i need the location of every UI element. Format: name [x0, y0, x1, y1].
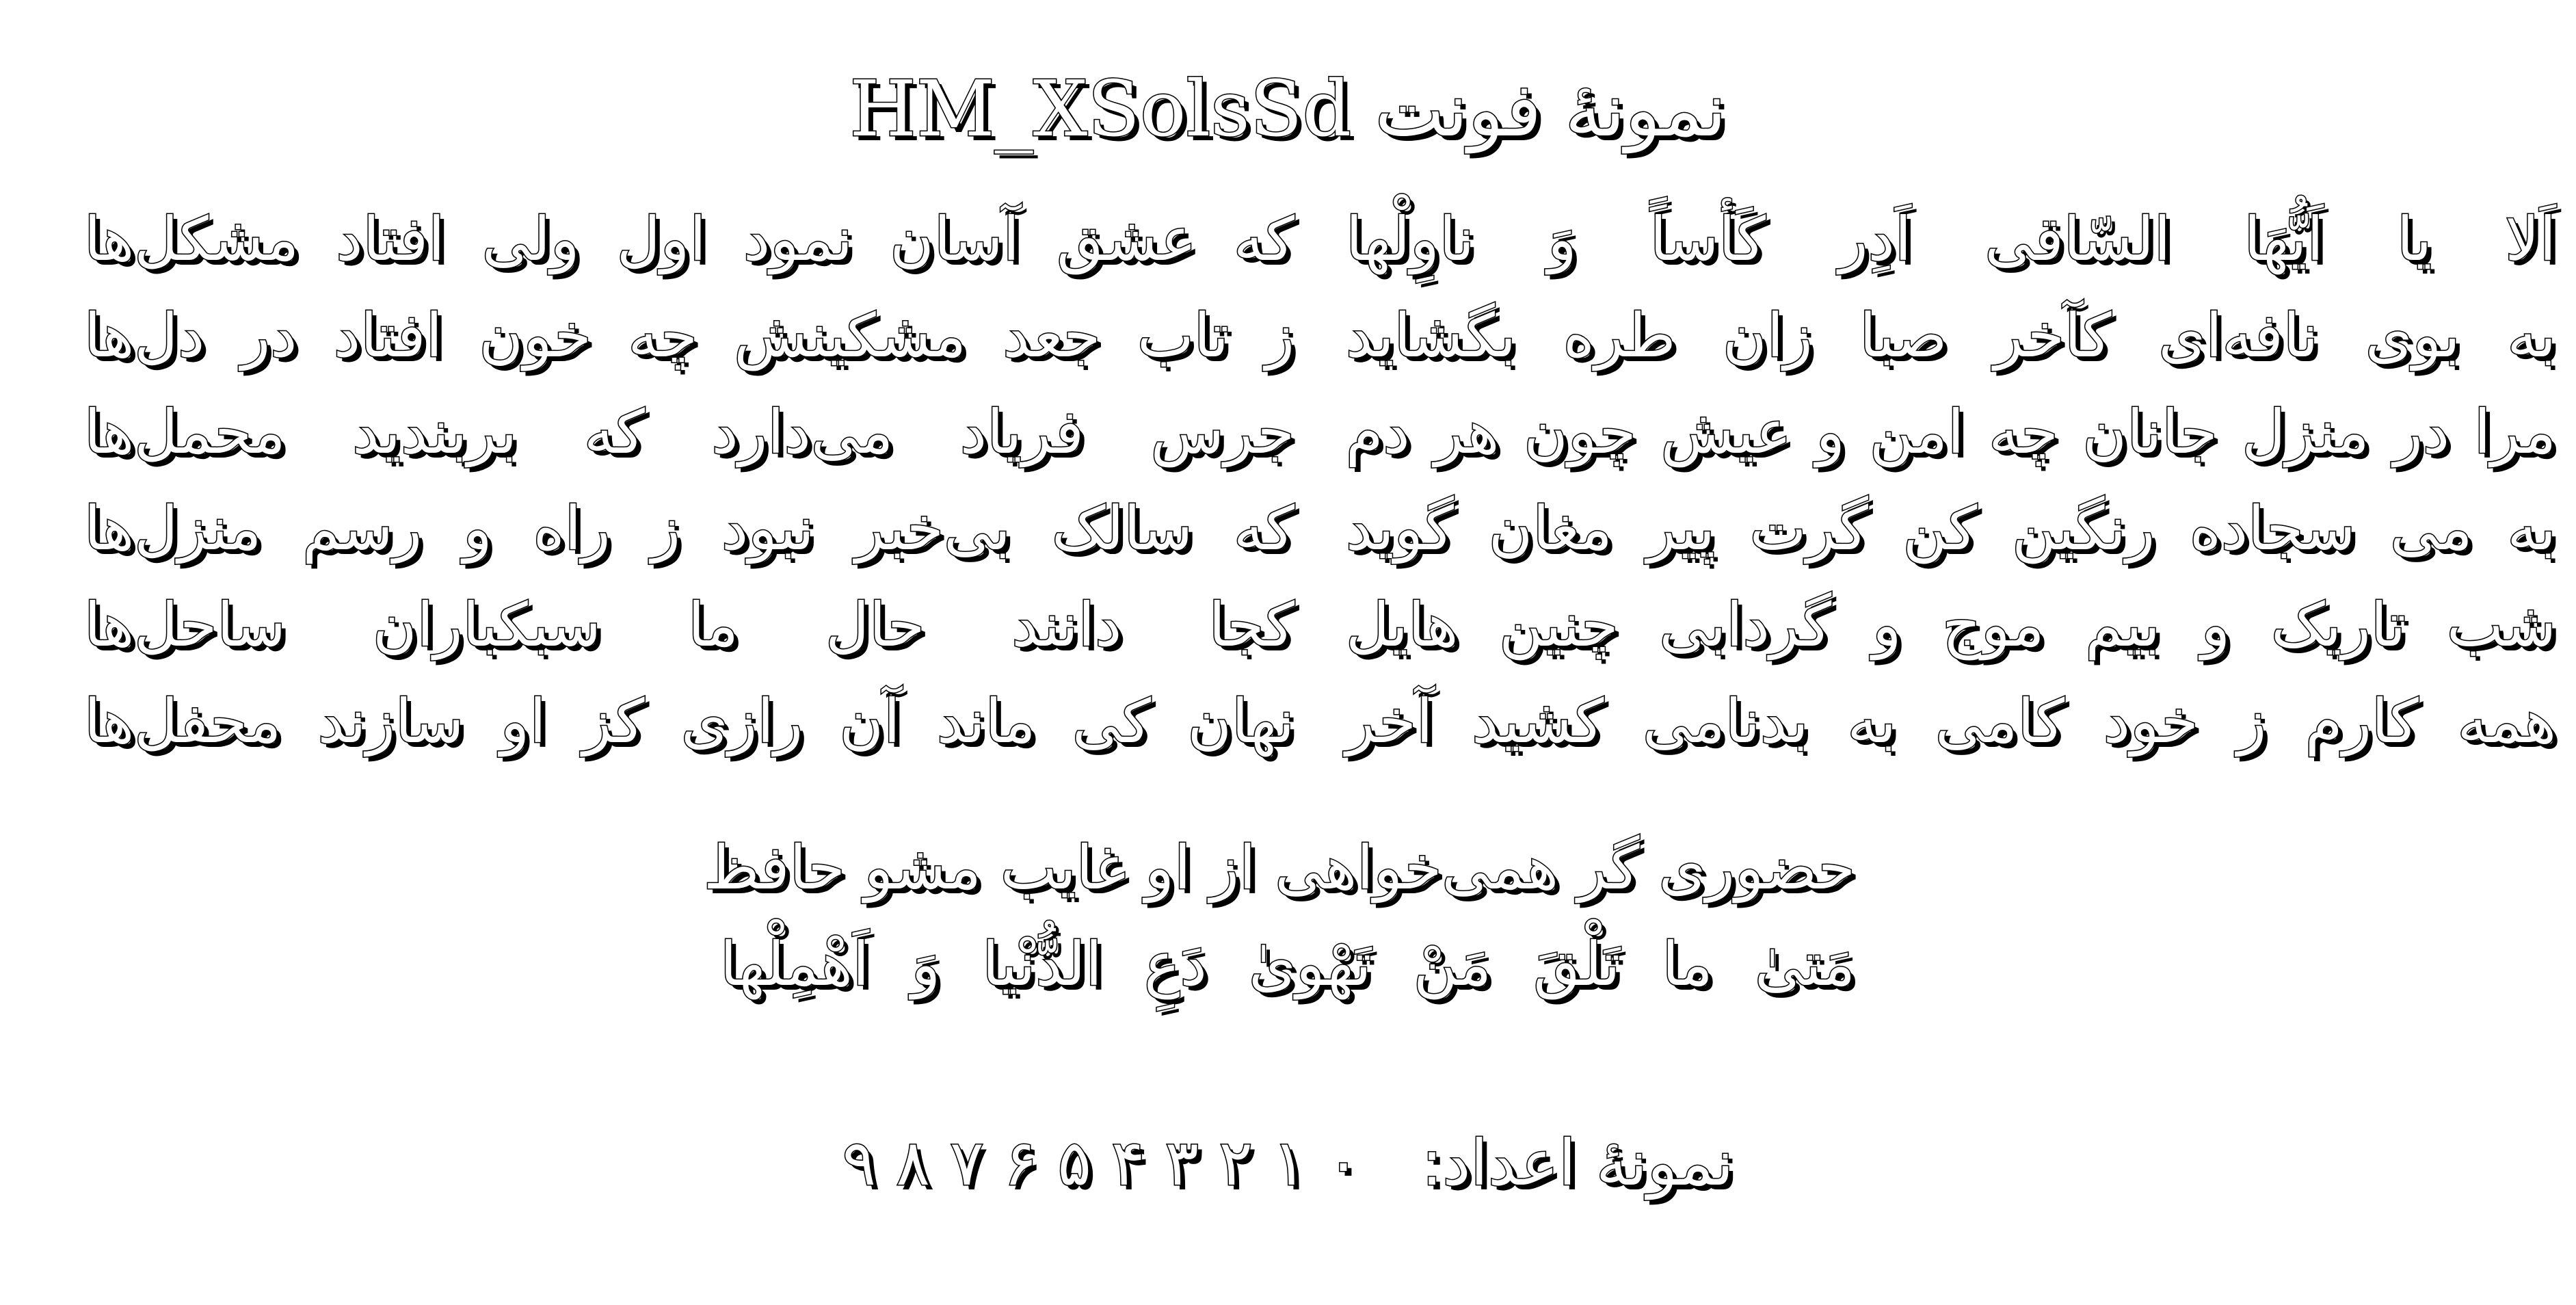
digits-values: ۰ ۱ ۲ ۳ ۴ ۵ ۶ ۷ ۸ ۹: [842, 1126, 1361, 1200]
digits-label: نمونهٔ اعداد:: [1421, 1126, 1734, 1200]
title-label: نمونهٔ فونت: [1375, 68, 1727, 153]
poem-line: که عشق آسان نمود اول ولی افتاد مشکل‌ها: [84, 204, 1294, 274]
poem-line: کجا دانند حال ما سبکباران ساحل‌ها: [84, 590, 1294, 660]
poem-line: مَتیٰ ما تَلْقَ مَنْ تَهْویٰ دَعِ الدُّنْیا وَ اَهْمِلْها: [720, 929, 1855, 999]
poem-line: نهان کی ماند آن رازی کز او سازند محفل‌ها: [84, 686, 1294, 756]
page-title: [0, 65, 2576, 154]
poem-line: به بوی نافه‌ای کآخر صبا زان طره بگشاید: [1346, 300, 2556, 371]
poem-line: جرس فریاد می‌دارد که بربندید محمل‌ها: [84, 397, 1294, 467]
poem-line: حضوری گر همی‌خواهی از او غایب مشو حافظ: [703, 832, 1855, 903]
poem-final-verse: [703, 832, 1855, 1031]
poem-right-column: [1346, 204, 2556, 788]
poem-line: مرا در منزل جانان چه امن و عیش چون هر دم: [1346, 397, 2556, 467]
digits-sample: [0, 1126, 2576, 1200]
poem-line: همه کارم ز خود کامی به بدنامی کشید آخر: [1346, 686, 2556, 756]
poem-line: به می سجاده رنگین کن گرت پیر مغان گوید: [1346, 493, 2556, 564]
poem-left-column: [84, 204, 1294, 788]
poem-line: اَلا یا اَیُّهَا السّاقی اَدِر کَأساً وَ ناوِلْها: [1346, 204, 2556, 274]
poem-line: که سالک بی‌خبر نبود ز راه و رسم منزل‌ها: [84, 493, 1294, 564]
font-name: HM_XSolsSd: [849, 65, 1352, 154]
poem-line: ز تاب جعد مشکینش چه خون افتاد در دل‌ها: [84, 300, 1294, 371]
poem-line: شب تاریک و بیم موج و گردابی چنین هایل: [1346, 590, 2556, 660]
